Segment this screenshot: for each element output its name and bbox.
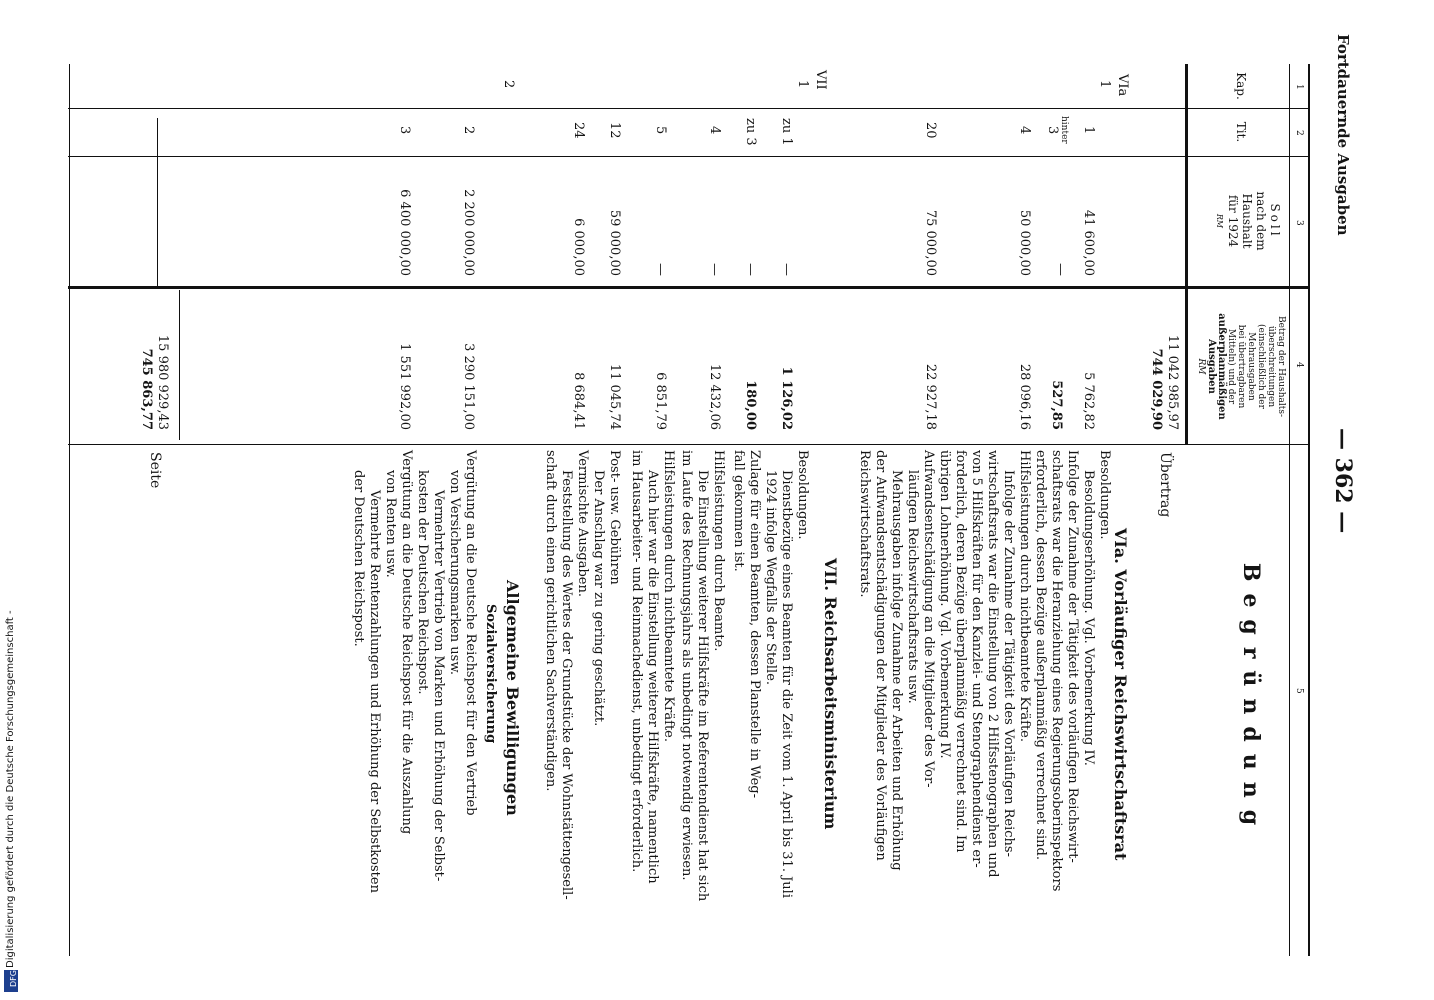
soll-2: 2 200 000,00 xyxy=(461,189,476,276)
betrag-line-4: Mehrausgaben xyxy=(1246,332,1256,401)
tit-12: 12 xyxy=(607,122,622,139)
page-number: — 362 — xyxy=(1330,428,1356,534)
vii-line-14: Vermischte Ausgaben. xyxy=(575,450,590,597)
total-rule-betrag xyxy=(179,290,180,440)
section-vii-title: VII. Reichsarbeitsministerium xyxy=(821,558,840,830)
tit-zu3: zu 3 xyxy=(743,118,758,146)
header-tit: Tit. xyxy=(1234,121,1248,143)
betrag-line-8: Ausgaben xyxy=(1206,339,1217,394)
kap-vii-1: 1 xyxy=(795,80,810,89)
soll-24: 6 000,00 xyxy=(571,218,586,276)
soll-5: — xyxy=(653,263,668,276)
soll-12: 59 000,00 xyxy=(607,209,622,276)
table-bottom-rule xyxy=(69,64,70,956)
soll-line-4: für 1924 xyxy=(1226,194,1240,248)
section-via-title: VIa. Vorläufiger Reichswirtschaftsrat xyxy=(1111,528,1130,861)
kap-2: 2 xyxy=(501,80,516,89)
header-kap: Kap. xyxy=(1234,72,1248,100)
allg-line-7: Vermehrte Rentenzahlungen und Erhöhung der Selbstkosten xyxy=(367,490,382,893)
betrag-line-7: außerplanmäßigen xyxy=(1216,313,1227,420)
allg-line-6: von Renten usw. xyxy=(383,470,398,578)
tit-hinter: hinter xyxy=(1059,116,1069,144)
col-rule-2 xyxy=(68,156,1310,157)
allg-line-5: Vergütung an die Deutsche Reichspost für die Auszahlung xyxy=(399,450,414,835)
header-soll xyxy=(1212,156,1282,286)
betrag-3b: 1 551 992,00 xyxy=(397,343,412,430)
betrag-line-2: überschreitungen xyxy=(1266,325,1276,408)
dfg-footer xyxy=(4,604,18,996)
soll-4b: — xyxy=(707,263,722,276)
tit-3: 3 xyxy=(1045,126,1060,135)
soll-line-1: Soll xyxy=(1268,203,1282,239)
vii-line-13: Der Anschlag war zu gering geschätzt. xyxy=(591,470,606,727)
betrag-line-3: (einschließlich der xyxy=(1256,324,1266,409)
tit-24: 24 xyxy=(571,122,586,139)
carry-value-1: 11 042 985,97 xyxy=(1165,334,1180,430)
carry-label: Übertrag xyxy=(1157,452,1173,518)
soll-zu3: — xyxy=(743,263,758,276)
vii-line-3: 1924 infolge Wegfalls der Stelle. xyxy=(763,470,778,686)
vii-line-5: fall gekommen ist. xyxy=(731,450,746,572)
vii-line-2: Dienstbezüge eines Beamten für die Zeit vom 1. April bis 31. Juli xyxy=(779,470,794,898)
betrag-4: 28 096,16 xyxy=(1017,363,1032,430)
via-line-10: forderlich, deren Bezüge überplanmäßig verrechnet sind. Im xyxy=(953,450,968,853)
via-line-8: wirtschaftsrats war die Einstellung von 2 Hilfsstenographen und xyxy=(985,450,1000,878)
total-value-2: 745 863,77 xyxy=(139,348,154,430)
vii-line-9: Hilfsleistungen durch nichtbeamtete Kräfte. xyxy=(661,450,676,743)
tit-4b: 4 xyxy=(707,126,722,135)
betrag-line-5: bei übertragbaren xyxy=(1236,324,1246,409)
dfg-footer-note: Digitalisierung gefördert durch die Deutsche Forschungsgemeinschaft - xyxy=(5,610,16,968)
colnum-1: 1 xyxy=(1294,84,1304,90)
betrag-line-1: Betrag der Haushalts- xyxy=(1276,315,1286,418)
vii-line-15: Feststellung des Wertes der Grundstücke der Wohnstättengesell- xyxy=(559,470,574,900)
header-bottom-rule xyxy=(1185,64,1188,444)
colnum-2: 2 xyxy=(1294,130,1304,136)
vii-line-4: Zulage für einen Beamten, dessen Planstelle in Weg- xyxy=(747,450,762,798)
subsection-sozialversicherung: Sozialversicherung xyxy=(483,604,498,744)
via-line-6: Hilfsleistungen durch nichtbeamtete Kräfte. xyxy=(1017,450,1032,743)
colnum-5: 5 xyxy=(1294,688,1304,694)
vii-line-1: Besoldungen. xyxy=(795,450,810,540)
kap-via-1: 1 xyxy=(1097,80,1112,89)
tit-1: 1 xyxy=(1081,126,1096,135)
total-value-1: 15 980 929,43 xyxy=(155,334,170,430)
total-label: Seite xyxy=(147,452,163,489)
allg-line-4: kosten der Deutschen Reichspost. xyxy=(415,470,430,695)
vii-line-6: Hilfsleistungen durch Beamte. xyxy=(711,450,726,652)
via-line-1: Besoldungen. xyxy=(1097,450,1112,540)
soll-zu1: — xyxy=(779,263,794,276)
via-line-5: erforderlich, dessen Bezüge außerplanmäßig verrechnet sind. xyxy=(1033,450,1048,860)
col-rule-1 xyxy=(68,108,1310,109)
allg-line-1: Vergütung an die Deutsche Reichspost für den Vertrieb xyxy=(463,450,478,816)
dfg-logo xyxy=(4,970,18,992)
tit-zu1: zu 1 xyxy=(779,118,794,146)
betrag-4b: 12 432,06 xyxy=(707,363,722,430)
via-line-12: Aufwandsentschädigung an die Mitglieder des Vor- xyxy=(921,450,936,788)
allg-line-8: der Deutschen Reichspost. xyxy=(351,470,366,647)
via-line-4: schaftsrats war die Heranziehung eines Regierungsoberinspektors xyxy=(1049,450,1064,892)
vii-line-12: Post- usw. Gebühren xyxy=(607,450,622,585)
colnum-4: 4 xyxy=(1294,362,1304,368)
betrag-3: 527,85 xyxy=(1049,380,1064,430)
betrag-12: 11 045,74 xyxy=(607,363,622,430)
betrag-line-6: Mitteln) und der xyxy=(1226,328,1236,405)
table-top-rule xyxy=(1308,64,1310,956)
header-betrag xyxy=(1196,289,1286,444)
page-header xyxy=(1318,0,1358,998)
via-line-3: Infolge der Zunahme der Tätigkeit des vorläufigen Reichswirt- xyxy=(1065,450,1080,863)
vii-line-16: schaft durch einen gerichtlichen Sachverständigen. xyxy=(543,450,558,792)
tit-4: 4 xyxy=(1017,126,1032,135)
rotated-document-page xyxy=(42,0,1358,998)
via-line-13: läufigen Reichswirtschaftsrats usw. xyxy=(905,470,920,704)
via-line-9: von 5 Hilfskräften für den Kanzlei- und Stenographendienst er- xyxy=(969,450,984,868)
tit-3b: 3 xyxy=(397,126,412,135)
header-begruendung: Begründung xyxy=(1238,562,1264,838)
betrag-2: 3 290 151,00 xyxy=(461,343,476,430)
col-rule-4 xyxy=(68,444,1310,445)
total-rule-soll xyxy=(157,118,158,288)
carry-value-2: 744 029,90 xyxy=(1149,348,1164,430)
vii-line-10: Auch hier war die Einstellung weiterer Hilfskräfte, namentlich xyxy=(645,470,660,884)
betrag-20: 22 927,18 xyxy=(923,363,938,430)
via-line-11: übrigen Lohnerhöhung. Vgl. Vorbemerkung IV. xyxy=(937,450,952,759)
vii-line-11: im Hausarbeiter- und Reinmachedienst, unbedingt erforderlich. xyxy=(629,450,644,873)
betrag-5: 6 851,79 xyxy=(653,372,668,430)
allg-line-3: Vermehrter Vertrieb von Marken und Erhöhung der Selbst- xyxy=(431,490,446,882)
tit-2: 2 xyxy=(461,126,476,135)
soll-20: 75 000,00 xyxy=(923,209,938,276)
tit-20: 20 xyxy=(923,122,938,139)
soll-unit: RM xyxy=(1215,213,1224,229)
vii-line-8: im Laufe des Rechnungsjahrs als unbedingt notwendig erwiesen. xyxy=(679,450,694,881)
header-left: Fortdauernde Ausgaben xyxy=(1334,34,1352,236)
section-allgemeine-title: Allgemeine Bewilligungen xyxy=(503,580,522,816)
via-line-7: Infolge der Zunahme der Tätigkeit des Vorläufigen Reichs- xyxy=(1001,470,1016,857)
soll-1: 41 600,00 xyxy=(1081,209,1096,276)
via-line-2: Besoldungserhöhung. Vgl. Vorbemerkung IV. xyxy=(1081,470,1096,766)
vii-line-7: Die Einstellung weiterer Hilfskräfte im Referentendienst hat sich xyxy=(695,470,710,902)
soll-3b: 6 400 000,00 xyxy=(397,189,412,276)
soll-4: 50 000,00 xyxy=(1017,209,1032,276)
betrag-zu3: 180,00 xyxy=(743,380,758,430)
betrag-24: 8 684,41 xyxy=(571,372,586,430)
tit-5: 5 xyxy=(653,126,668,135)
soll-line-3: Haushalt xyxy=(1240,193,1254,249)
soll-line-2: nach dem xyxy=(1254,191,1268,251)
colnum-rule xyxy=(1289,64,1290,956)
col-rule-3 xyxy=(68,286,1310,289)
soll-3: — xyxy=(1053,263,1068,276)
betrag-1: 5 762,82 xyxy=(1081,372,1096,430)
colnum-3: 3 xyxy=(1294,220,1304,226)
betrag-zu1: 1 126,02 xyxy=(779,366,794,430)
dfg-logo-text: DFG xyxy=(8,970,18,987)
betrag-unit: RM xyxy=(1196,358,1206,375)
allg-line-2: von Versicherungsmarken usw. xyxy=(447,470,462,676)
via-line-15: der Aufwandsentschädigungen der Mitglieder des Vorläufigen xyxy=(873,450,888,861)
via-line-14: Mehrausgaben infolge Zunahme der Arbeiten und Erhöhung xyxy=(889,470,904,871)
kap-via: VIa xyxy=(1115,74,1130,97)
via-line-16: Reichswirtschaftsrats. xyxy=(857,450,872,598)
kap-vii: VII xyxy=(813,70,828,90)
